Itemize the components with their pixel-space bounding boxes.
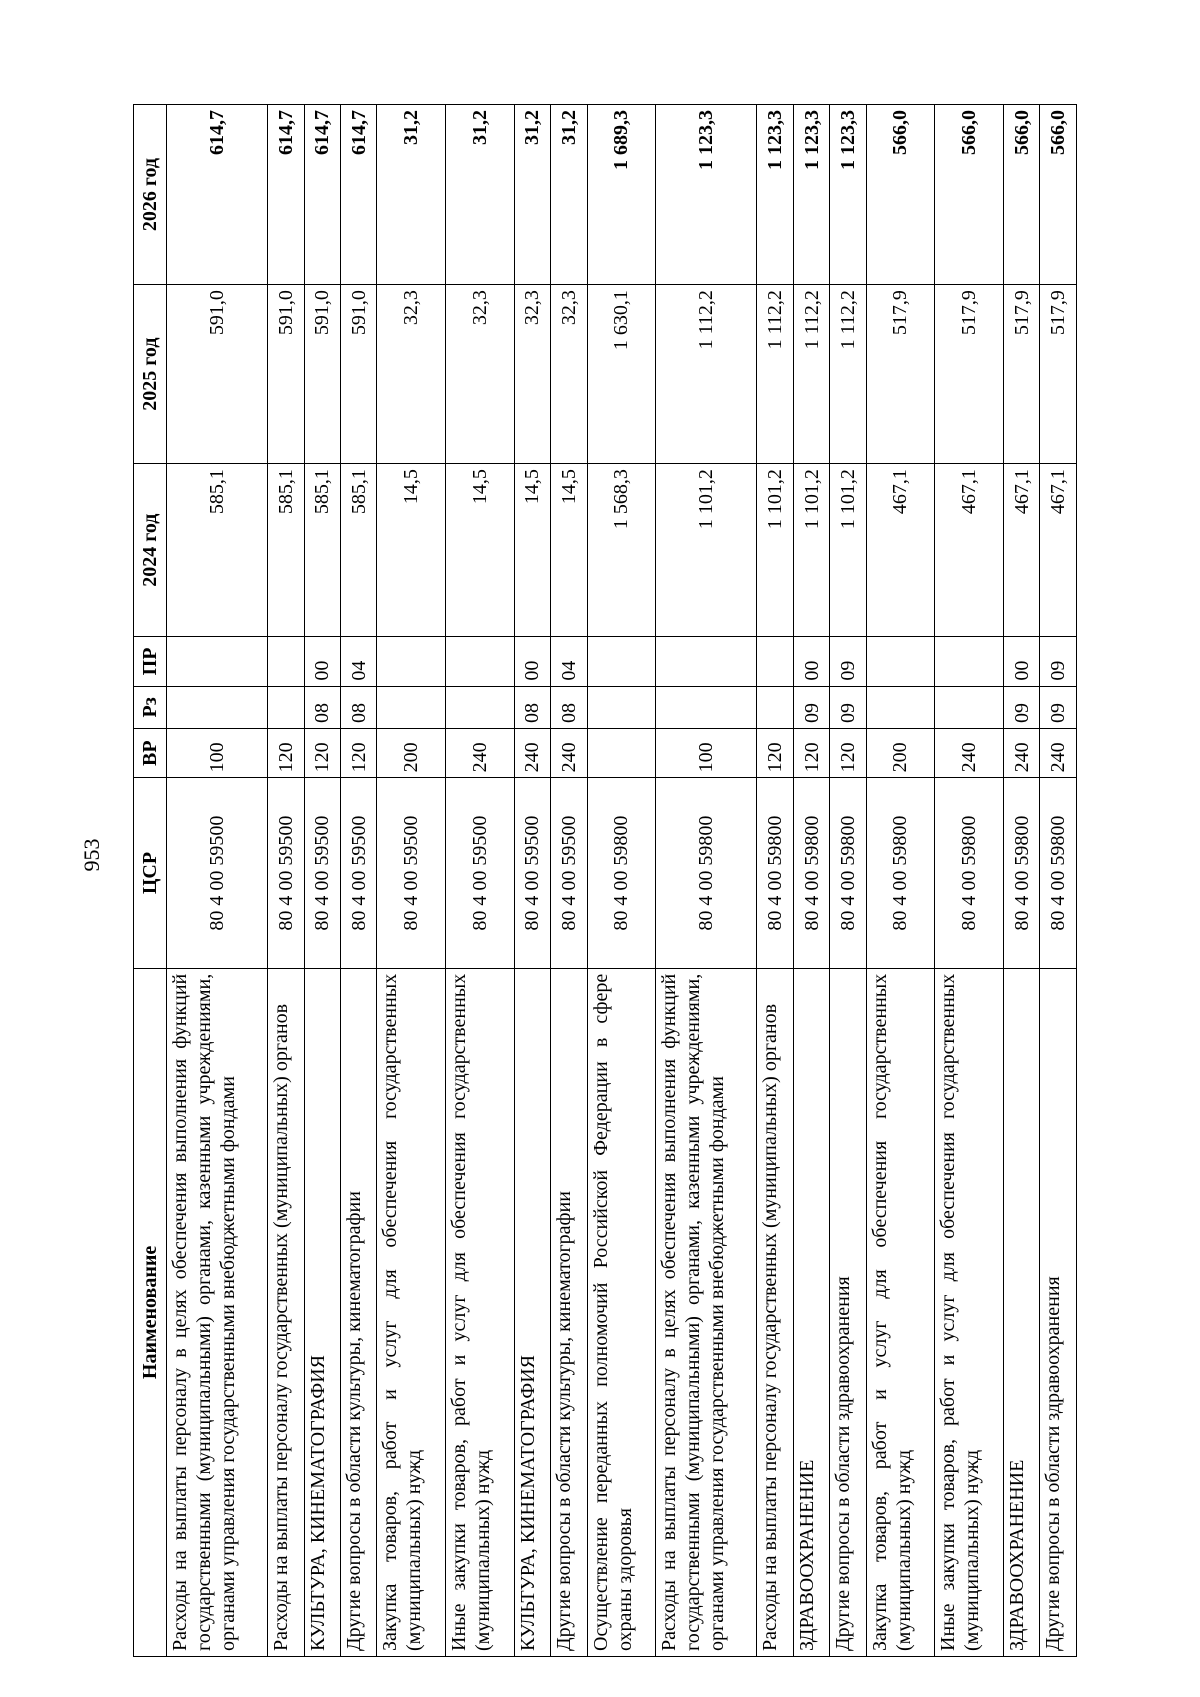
cell-y2026: 1 123,3 [656,105,757,285]
table-row [268,105,304,1657]
table-row [1040,105,1077,1657]
cell-rz [935,686,1004,728]
cell-name: Иные закупки товаров, работ и услуг для обеспечения государственных (муниципальных) нужд [935,968,1004,1656]
cell-pr [446,637,515,686]
cell-rz: 08 [304,686,340,728]
cell-pr: 00 [1004,637,1040,686]
header-row [134,105,167,1657]
cell-name: Закупка товаров, работ и услуг для обеспечения государственных (муниципальных) нужд [377,968,446,1656]
cell-vr: 240 [446,729,515,778]
cell-pr: 00 [793,637,829,686]
cell-csr: 80 4 00 59800 [935,778,1004,968]
cell-pr: 09 [830,637,866,686]
cell-y2026: 31,2 [446,105,515,285]
cell-y2024: 585,1 [268,464,304,637]
cell-y2025: 591,0 [268,285,304,464]
cell-pr [268,637,304,686]
cell-csr: 80 4 00 59800 [1040,778,1077,968]
header-csr: ЦСР [134,778,167,968]
cell-pr: 09 [1040,637,1077,686]
cell-vr [587,729,656,778]
cell-y2025: 1 112,2 [830,285,866,464]
cell-y2026: 614,7 [167,105,268,285]
cell-vr: 200 [377,729,446,778]
cell-name: Расходы на выплаты персоналу в целях обеспечения выполнения функций государственными (муниципальными) органами, казенными учреждениями, органами управления государственными внебюджетными фондами [167,968,268,1656]
table-row [757,105,793,1657]
cell-y2024: 1 101,2 [830,464,866,637]
cell-y2025: 32,3 [377,285,446,464]
cell-rz [656,686,757,728]
cell-vr: 240 [1040,729,1077,778]
cell-vr: 120 [340,729,376,778]
table-row [551,105,587,1657]
cell-y2024: 14,5 [377,464,446,637]
cell-rz [866,686,935,728]
table-row [656,105,757,1657]
cell-vr: 240 [1004,729,1040,778]
cell-name: Другие вопросы в области здравоохранения [1040,968,1077,1656]
cell-csr: 80 4 00 59800 [793,778,829,968]
cell-y2025: 1 112,2 [656,285,757,464]
cell-name: Иные закупки товаров, работ и услуг для обеспечения государственных (муниципальных) нужд [446,968,515,1656]
cell-csr: 80 4 00 59500 [551,778,587,968]
cell-csr: 80 4 00 59800 [866,778,935,968]
cell-y2024: 1 568,3 [587,464,656,637]
header-pr: ПР [134,637,167,686]
cell-rz: 09 [1004,686,1040,728]
table-row [340,105,376,1657]
cell-y2026: 614,7 [304,105,340,285]
cell-y2026: 1 123,3 [830,105,866,285]
cell-y2025: 517,9 [1004,285,1040,464]
header-rz: Рз [134,686,167,728]
cell-csr: 80 4 00 59500 [268,778,304,968]
cell-vr: 240 [551,729,587,778]
cell-vr: 100 [656,729,757,778]
cell-pr [587,637,656,686]
cell-pr: 04 [340,637,376,686]
header-2025: 2025 год [134,285,167,464]
cell-rz: 08 [340,686,376,728]
cell-rz [757,686,793,728]
cell-rz: 09 [1040,686,1077,728]
cell-name: Расходы на выплаты персоналу государственных (муниципальных) органов [757,968,793,1656]
budget-table [133,104,1077,1657]
cell-y2024: 585,1 [304,464,340,637]
cell-y2025: 1 112,2 [757,285,793,464]
cell-name: Другие вопросы в области культуры, кинематографии [340,968,376,1656]
cell-csr: 80 4 00 59500 [340,778,376,968]
cell-y2025: 1 112,2 [793,285,829,464]
table-row [935,105,1004,1657]
cell-y2024: 14,5 [551,464,587,637]
cell-y2025: 1 630,1 [587,285,656,464]
cell-csr: 80 4 00 59800 [757,778,793,968]
table-row [587,105,656,1657]
cell-rz: 09 [793,686,829,728]
header-name: Наименование [134,968,167,1656]
cell-vr: 240 [514,729,550,778]
cell-rz [268,686,304,728]
cell-y2026: 1 123,3 [757,105,793,285]
cell-y2025: 32,3 [551,285,587,464]
table-body [167,105,1077,1657]
table-row [446,105,515,1657]
cell-name: ЗДРАВООХРАНЕНИЕ [1004,968,1040,1656]
cell-vr: 120 [268,729,304,778]
cell-rz [167,686,268,728]
cell-y2024: 467,1 [935,464,1004,637]
cell-y2026: 1 123,3 [793,105,829,285]
cell-y2024: 467,1 [1004,464,1040,637]
cell-name: Другие вопросы в области культуры, кинематографии [551,968,587,1656]
cell-name: Расходы на выплаты персоналу в целях обеспечения выполнения функций государственными (муниципальными) органами, казенными учреждениями, органами управления государственными внебюджетными фондами [656,968,757,1656]
cell-vr: 120 [793,729,829,778]
cell-vr: 120 [757,729,793,778]
cell-y2024: 14,5 [446,464,515,637]
cell-csr: 80 4 00 59500 [377,778,446,968]
cell-pr [377,637,446,686]
cell-y2025: 591,0 [167,285,268,464]
cell-y2026: 1 689,3 [587,105,656,285]
cell-name: Другие вопросы в области здравоохранения [830,968,866,1656]
cell-y2025: 591,0 [340,285,376,464]
table-row [793,105,829,1657]
cell-y2026: 566,0 [1040,105,1077,285]
cell-name: Осуществление переданных полномочий Российской Федерации в сфере охраны здоровья [587,968,656,1656]
cell-y2026: 614,7 [340,105,376,285]
cell-y2025: 517,9 [866,285,935,464]
cell-csr: 80 4 00 59500 [167,778,268,968]
table-row [167,105,268,1657]
cell-y2025: 517,9 [935,285,1004,464]
cell-rz: 09 [830,686,866,728]
cell-name: Закупка товаров, работ и услуг для обеспечения государственных (муниципальных) нужд [866,968,935,1656]
cell-y2024: 585,1 [340,464,376,637]
cell-vr: 120 [304,729,340,778]
table-row [304,105,340,1657]
cell-y2024: 467,1 [1040,464,1077,637]
header-2024: 2024 год [134,464,167,637]
cell-csr: 80 4 00 59500 [446,778,515,968]
cell-pr [935,637,1004,686]
cell-vr: 100 [167,729,268,778]
cell-pr [866,637,935,686]
cell-vr: 120 [830,729,866,778]
cell-csr: 80 4 00 59500 [304,778,340,968]
cell-y2026: 566,0 [935,105,1004,285]
table-row [1004,105,1040,1657]
cell-rz [587,686,656,728]
cell-y2026: 31,2 [551,105,587,285]
cell-y2026: 614,7 [268,105,304,285]
cell-y2024: 1 101,2 [656,464,757,637]
cell-y2025: 32,3 [514,285,550,464]
cell-rz: 08 [551,686,587,728]
page-number: 953 [79,838,104,872]
cell-pr: 00 [514,637,550,686]
cell-pr: 00 [304,637,340,686]
cell-y2024: 1 101,2 [757,464,793,637]
cell-name: КУЛЬТУРА, КИНЕМАТОГРАФИЯ [514,968,550,1656]
cell-y2024: 1 101,2 [793,464,829,637]
cell-y2026: 566,0 [1004,105,1040,285]
table-row [866,105,935,1657]
cell-rz [377,686,446,728]
cell-y2024: 14,5 [514,464,550,637]
header-vr: ВР [134,729,167,778]
rotated-table-wrapper [133,104,1077,1657]
cell-y2026: 566,0 [866,105,935,285]
table-header [134,105,167,1657]
cell-csr: 80 4 00 59500 [514,778,550,968]
cell-pr: 04 [551,637,587,686]
cell-pr [757,637,793,686]
cell-name: КУЛЬТУРА, КИНЕМАТОГРАФИЯ [304,968,340,1656]
cell-vr: 200 [866,729,935,778]
cell-name: Расходы на выплаты персоналу государственных (муниципальных) органов [268,968,304,1656]
cell-vr: 240 [935,729,1004,778]
cell-y2025: 517,9 [1040,285,1077,464]
cell-y2025: 591,0 [304,285,340,464]
cell-csr: 80 4 00 59800 [656,778,757,968]
cell-y2026: 31,2 [514,105,550,285]
cell-csr: 80 4 00 59800 [587,778,656,968]
cell-y2024: 585,1 [167,464,268,637]
cell-y2026: 31,2 [377,105,446,285]
table-row [830,105,866,1657]
cell-pr [167,637,268,686]
cell-name: ЗДРАВООХРАНЕНИЕ [793,968,829,1656]
header-2026: 2026 год [134,105,167,285]
cell-rz: 08 [514,686,550,728]
table-row [514,105,550,1657]
cell-y2024: 467,1 [866,464,935,637]
cell-csr: 80 4 00 59800 [1004,778,1040,968]
table-row [377,105,446,1657]
cell-pr [656,637,757,686]
cell-csr: 80 4 00 59800 [830,778,866,968]
cell-y2025: 32,3 [446,285,515,464]
cell-rz [446,686,515,728]
